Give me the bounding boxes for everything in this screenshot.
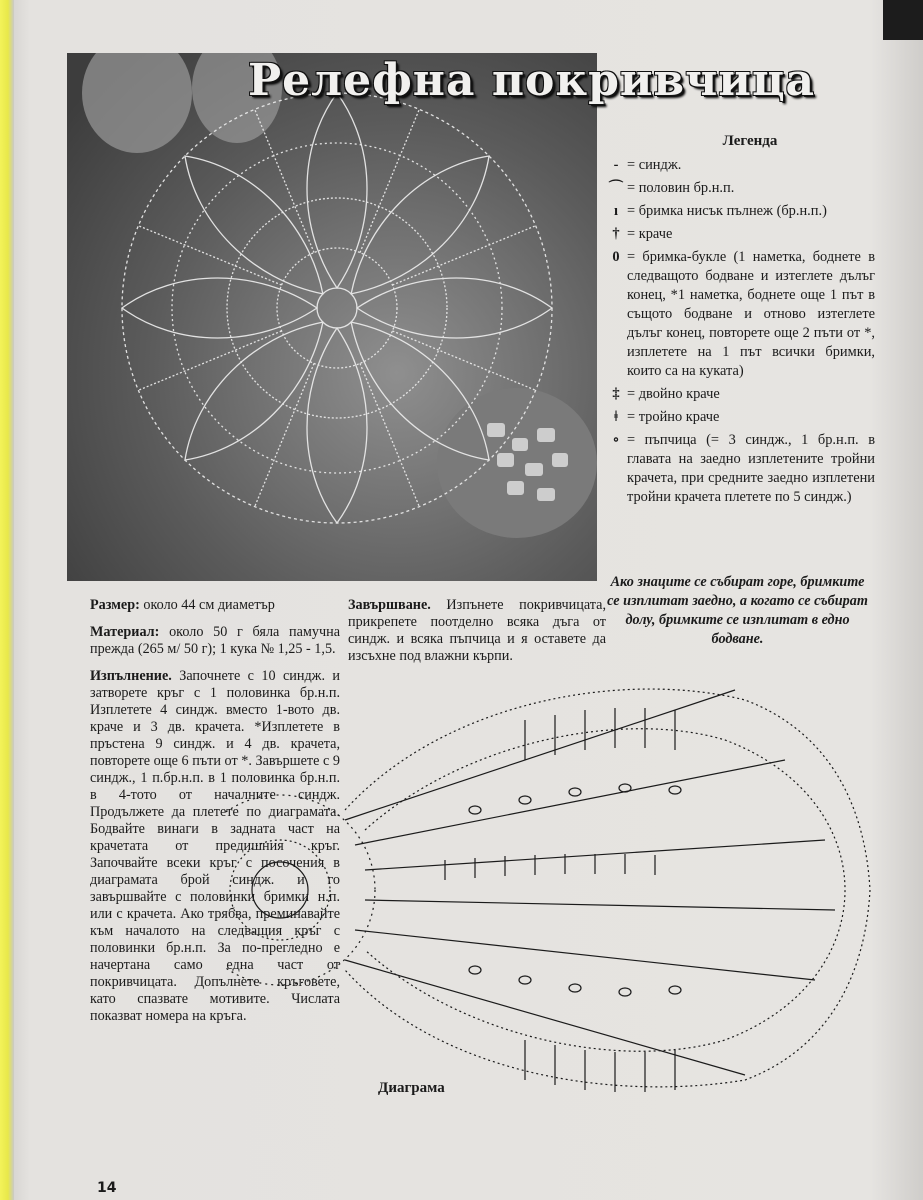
diagram-round-2 bbox=[230, 840, 330, 940]
diagram-center-ring bbox=[252, 862, 308, 918]
diagram-loop bbox=[619, 988, 631, 996]
puff-stitch-symbol-icon: 0 bbox=[612, 249, 620, 265]
execution-text: Започнете с 10 синдж. и затворете кръг с 1 половинка бр.н.п. Изплетете 4 синдж. вместо 1-вото дв. краче и 3 дв. крачета. *Изплетете в пръстена 9 синдж. и 4 дв. крачета, повторете още 6 пъти от *. Завършете с 9 синдж., 1 п.бр.н.п. в 1 половинка бр.н.п. в 4-тото от началните синдж. Продължете да плетете по диаграмата. Бодвайте винаги в задната част на крачетата от предишния кръг. Започвайте всеки кръг с посочения в диаграмата брой синдж. и го завършвайте с половинки бримки н.п. или с крачета. Ако трябва, преминавайте към началото на следващия кръг с половинки бр.н.п. За по-прегледно е начертана само една част от покривчицата. Допълнете кръговете, като спазвате мотивите. Числата показват номера на кръга. bbox=[90, 668, 341, 1024]
legend-text: = двойно краче bbox=[627, 386, 720, 402]
diagram-stitch-line bbox=[345, 960, 745, 1075]
legend-text: = бримка-букле (1 наметка, боднете в следващото бодване и изтеглете дълъг конец, *1 наметка, боднете още 1 път в същото бодване и отново изтеглете дълъг конец, повторете още 2 пъти от *, изплетете на 1 път всички бримки, които са на куката) bbox=[627, 249, 875, 379]
single-crochet-symbol-icon: ı bbox=[614, 203, 618, 219]
diagram-outer-arc bbox=[345, 689, 870, 1087]
material-text: около 50 г бяла памучна прежда (265 м/ 50 г); 1 кука № 1,25 - 1,5. bbox=[90, 624, 341, 657]
diagram-loop bbox=[519, 976, 531, 984]
double-crochet-symbol-icon: † bbox=[612, 226, 620, 242]
finishing-text: Изпънете покривчицата, прикрепете поотделно всяка дъга от синдж. и всяка пъпчица и я оставете да изсъхне под влажни кърпи. bbox=[348, 597, 606, 664]
page-title: Релефна покривчица bbox=[248, 55, 815, 106]
legend-item bbox=[605, 431, 875, 507]
legend-item bbox=[605, 156, 875, 175]
diagram-loop bbox=[469, 966, 481, 974]
diagram-stitch-line bbox=[365, 900, 835, 910]
legend-item bbox=[605, 385, 875, 404]
legend bbox=[605, 132, 875, 511]
picot-symbol-icon: ∘ bbox=[612, 432, 620, 448]
diagram-stitch-line bbox=[345, 690, 735, 820]
chain-symbol-icon: - bbox=[613, 157, 619, 173]
finishing-label: Завършване. bbox=[348, 597, 431, 613]
diagram-loop bbox=[469, 806, 481, 814]
page-edge bbox=[883, 0, 923, 40]
legend-item bbox=[605, 179, 875, 198]
finishing-paragraph bbox=[348, 597, 606, 665]
page-number: 14 bbox=[97, 1180, 117, 1196]
diagram-loop bbox=[669, 786, 681, 794]
diagram-stitch-line bbox=[355, 760, 785, 845]
doily-photo bbox=[67, 53, 597, 581]
size-text: около 44 см диаметър bbox=[143, 597, 275, 613]
legend-text: = пъпчица (= 3 синдж., 1 бр.н.п. в главата на заедно изплетените тройни крачета, при средните заедно изплетени тройни крачета плетете по 5 синдж.) bbox=[627, 432, 875, 505]
legend-text: = тройно краче bbox=[627, 409, 720, 425]
legend-heading: Легенда bbox=[722, 133, 778, 149]
diagram-loop bbox=[519, 796, 531, 804]
execution-label: Изпълнение. bbox=[90, 668, 172, 684]
diagram-stitch-line bbox=[355, 930, 815, 980]
crochet-diagram bbox=[225, 660, 885, 1100]
binding-strip bbox=[0, 0, 14, 1200]
legend-text: = бримка нисък пълнеж (бр.н.п.) bbox=[627, 203, 827, 219]
legend-text: = краче bbox=[627, 226, 673, 242]
doily-illustration bbox=[67, 53, 597, 581]
size-label: Размер: bbox=[90, 597, 140, 613]
legend-item bbox=[605, 202, 875, 221]
legend-text: = половин бр.н.п. bbox=[627, 180, 735, 196]
diagram-loop bbox=[669, 986, 681, 994]
legend-item bbox=[605, 248, 875, 381]
diagram-loop bbox=[619, 784, 631, 792]
diagram-mid-arc bbox=[365, 729, 845, 1052]
material-label: Материал: bbox=[90, 624, 160, 640]
treble-symbol-icon: ‡ bbox=[612, 386, 620, 402]
material-paragraph bbox=[90, 624, 340, 658]
diagram-caption: Диаграма bbox=[378, 1080, 445, 1096]
size-paragraph bbox=[90, 597, 340, 614]
diagram-loop bbox=[569, 984, 581, 992]
legend-text: = синдж. bbox=[627, 157, 682, 173]
legend-item bbox=[605, 225, 875, 244]
diagram-round-3 bbox=[225, 795, 375, 985]
triple-treble-symbol-icon: ǂ bbox=[613, 409, 619, 425]
stitch-note: Ако знаците се събират горе, бримките се изплитат заедно, а когато се събират долу, бримките се изплитат в едно бодване. bbox=[607, 574, 868, 647]
slip-stitch-symbol-icon: ⌒ bbox=[608, 180, 624, 196]
legend-item bbox=[605, 408, 875, 427]
diagram-loop bbox=[569, 788, 581, 796]
